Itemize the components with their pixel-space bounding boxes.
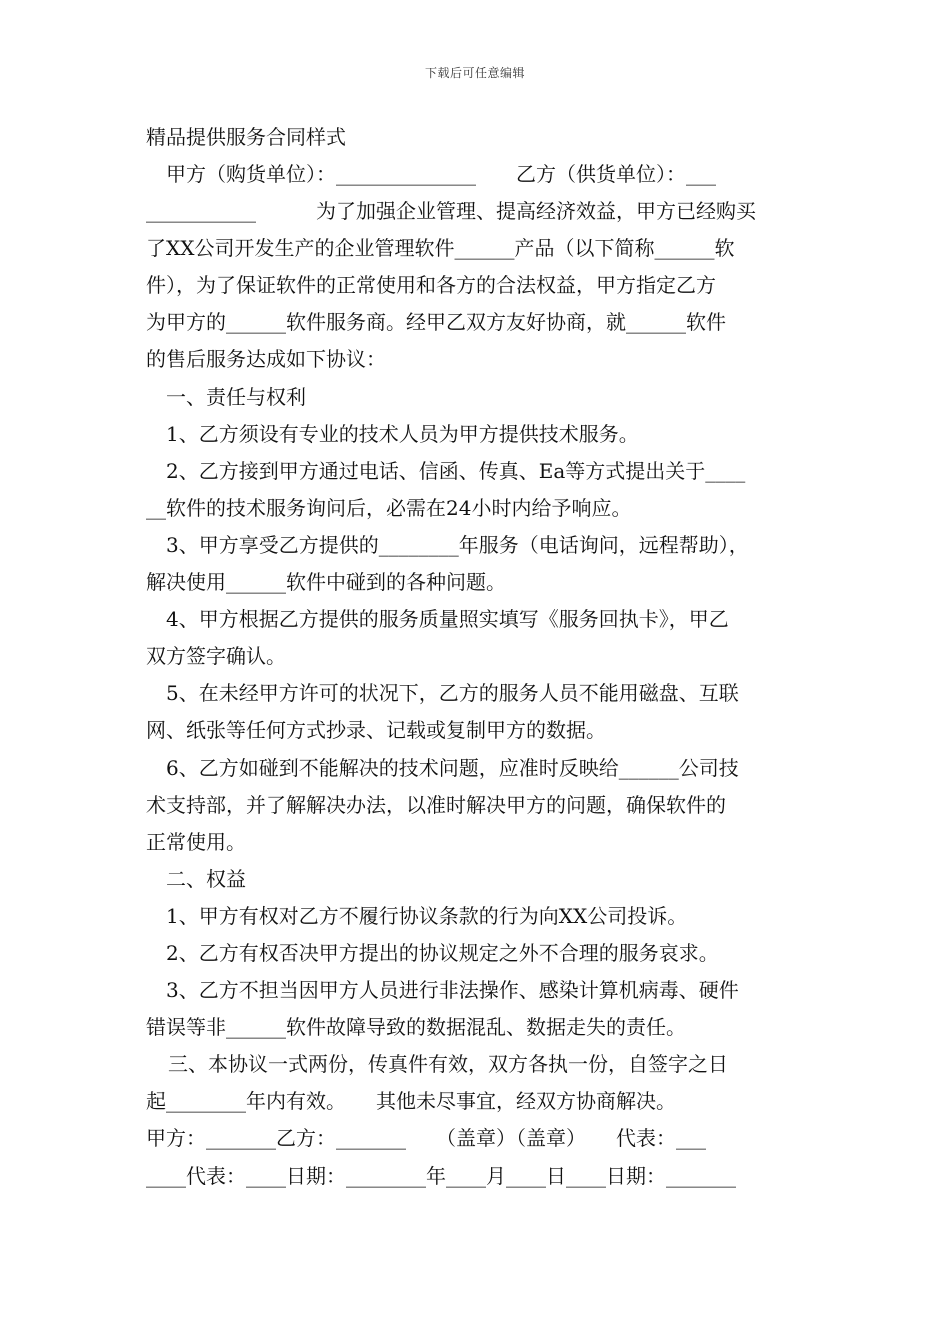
clause-line: 正常使用。 <box>146 829 246 854</box>
section-heading: 三、本协议一式两份，传真件有效，双方各执一份，自签字之日 <box>168 1052 728 1077</box>
party-line: 甲方（购货单位）：______________ 乙方（供货单位）：___ <box>166 162 716 186</box>
clause-line: 起________年内有效。 其他未尽事宜，经双方协商解决。 <box>146 1089 676 1114</box>
contract-document <box>146 118 808 1195</box>
clause-line: 2、乙方接到甲方通过电话、信函、传真、Ea等方式提出关于____ <box>166 458 746 483</box>
clause-line: 3、乙方不担当因甲方人员进行非法操作、感染计算机病毒、硬件 <box>166 978 739 1003</box>
clause-line: 3、甲方享受乙方提供的________年服务（电话询问，远程帮助）， <box>166 532 749 557</box>
clause-line: 1、乙方须设有专业的技术人员为甲方提供技术服务。 <box>166 421 639 446</box>
clause-line: 网、纸张等任何方式抄录、记载或复制甲方的数据。 <box>146 718 606 743</box>
page-header-note: 下载后可任意编辑 <box>424 66 525 80</box>
signature-line: ____代表：____日期：________年____月____日____日期：_______ <box>146 1163 736 1188</box>
clause-line: 解决使用______软件中碰到的各种问题。 <box>146 570 506 595</box>
intro-line: 为甲方的______软件服务商。经甲乙双方友好协商，就______软件 <box>146 310 726 335</box>
intro-line: 件），为了保证软件的正常使用和各方的合法权益，甲方指定乙方 <box>146 273 716 298</box>
clause-line: 6、乙方如碰到不能解决的技术问题，应准时反映给______公司技 <box>166 755 739 780</box>
clause-line: 1、甲方有权对乙方不履行协议条款的行为向XX公司投诉。 <box>166 903 688 928</box>
section-heading: 一、责任与权利 <box>166 384 306 409</box>
clause-line: __软件的技术服务询问后，必需在24小时内给予响应。 <box>146 495 632 520</box>
clause-line: 2、乙方有权否决甲方提出的协议规定之外不合理的服务哀求。 <box>166 940 719 965</box>
clause-line: 5、在未经甲方许可的状况下，乙方的服务人员不能用磁盘、互联 <box>166 681 739 706</box>
intro-line: 的售后服务达成如下协议： <box>146 347 386 372</box>
clause-line: 术支持部，并了解解决办法，以准时解决甲方的问题，确保软件的 <box>146 792 726 817</box>
signature-line: 甲方：_______乙方：_______ （盖章）（盖章） 代表：___ <box>146 1126 706 1151</box>
intro-line: ___________ 为了加强企业管理、提高经济效益，甲方已经购买 <box>146 199 756 224</box>
clause-line: 双方签字确认。 <box>146 644 286 669</box>
clause-line: 错误等非______软件故障导致的数据混乱、数据走失的责任。 <box>146 1015 686 1040</box>
section-heading: 二、权益 <box>166 866 246 891</box>
document-title: 精品提供服务合同样式 <box>146 125 346 149</box>
clause-line: 4、甲方根据乙方提供的服务质量照实填写《服务回执卡》，甲乙 <box>166 607 729 632</box>
intro-line: 了XX公司开发生产的企业管理软件______产品（以下简称______软 <box>146 236 735 261</box>
